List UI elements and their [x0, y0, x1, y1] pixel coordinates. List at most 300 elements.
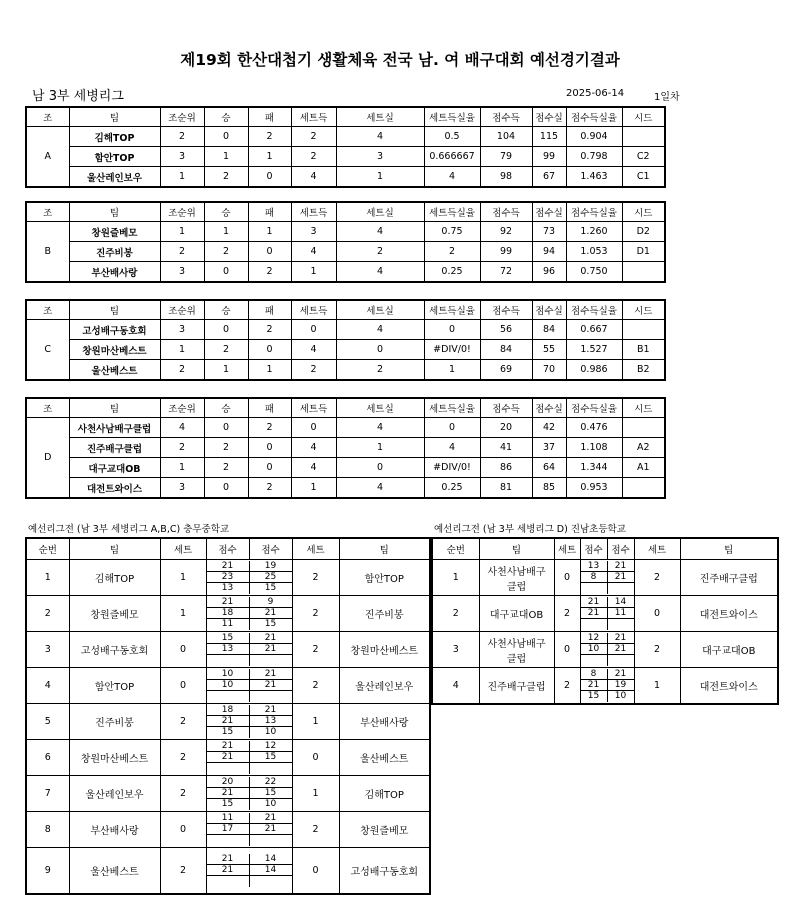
- home-sets: 2: [160, 740, 206, 776]
- team-name: 부산배사랑: [69, 262, 160, 283]
- sets-lost: 2: [336, 242, 424, 262]
- sets-lost: 4: [336, 262, 424, 283]
- home-sets: 2: [160, 776, 206, 812]
- away-score: 15: [249, 619, 292, 630]
- match-number: 8: [26, 812, 69, 848]
- home-score: 8: [581, 669, 607, 680]
- point-ratio: 0.750: [566, 262, 622, 283]
- away-score: 21: [249, 705, 292, 716]
- header-row: [432, 538, 778, 560]
- home-score: 11: [207, 813, 249, 824]
- set-score-line: [581, 583, 634, 594]
- point-ratio: 1.463: [566, 167, 622, 188]
- set-score-line: [581, 669, 634, 680]
- home-score: [207, 835, 249, 846]
- point-ratio: 0.953: [566, 478, 622, 499]
- point-ratio: 1.527: [566, 340, 622, 360]
- home-score: 18: [207, 705, 249, 716]
- away-score: 21: [249, 680, 292, 691]
- home-score: 21: [207, 597, 249, 608]
- match-number: 2: [432, 596, 479, 632]
- set-score-line: [207, 572, 292, 583]
- home-score: 13: [581, 561, 607, 572]
- points-lost: 99: [532, 147, 566, 167]
- set-score-line: [581, 680, 634, 691]
- home-score: 21: [207, 561, 249, 572]
- match-number: 3: [432, 632, 479, 668]
- set-scores: [206, 740, 292, 776]
- header-row: [26, 398, 665, 418]
- away-score: 21: [249, 669, 292, 680]
- away-score: 21: [607, 572, 634, 583]
- set-score-line: [207, 583, 292, 594]
- column-header: 패: [248, 202, 291, 222]
- home-score: 15: [221, 727, 234, 737]
- team-name: 대전트와이스: [69, 478, 160, 499]
- away-score: 9: [249, 597, 292, 608]
- home-sets: 0: [160, 632, 206, 668]
- home-team: 진주배구클럽: [479, 668, 554, 704]
- set-score-line: [207, 655, 292, 666]
- away-team: 대구교대OB: [680, 632, 778, 668]
- away-sets: 2: [634, 632, 680, 668]
- column-header: 패: [248, 107, 291, 127]
- home-sets: 0: [554, 560, 580, 596]
- points-won: 99: [480, 242, 532, 262]
- home-sets: 0: [554, 632, 580, 668]
- wins: 0: [204, 478, 248, 499]
- point-ratio: 1.108: [566, 438, 622, 458]
- column-header: 세트득: [291, 202, 336, 222]
- league-subtitle: 남 3부 세병리그: [32, 89, 124, 104]
- column-header: 승: [204, 398, 248, 418]
- match-row: [432, 560, 778, 596]
- match-number: 1: [26, 560, 69, 596]
- team-name: 진주배구클럽: [69, 438, 160, 458]
- column-header: 시드: [622, 107, 665, 127]
- away-score: 21: [249, 824, 292, 835]
- home-team: 김해TOP: [69, 560, 160, 596]
- away-score: 13: [249, 716, 292, 727]
- table-row: [26, 320, 665, 340]
- set-score-line: [581, 633, 634, 644]
- home-score: 23: [207, 572, 249, 583]
- column-header: 세트득: [291, 398, 336, 418]
- column-header: 시드: [622, 202, 665, 222]
- set-score-line: [207, 788, 292, 799]
- set-ratio: 0.5: [424, 127, 480, 147]
- set-scores: [206, 704, 292, 740]
- set-ratio: 0.25: [424, 262, 480, 283]
- header-row: [26, 538, 430, 560]
- table-row: [26, 478, 665, 499]
- home-team: 창원마산베스트: [69, 740, 160, 776]
- point-ratio: 0.476: [566, 418, 622, 438]
- column-header: 조: [26, 398, 69, 418]
- seed: A1: [622, 458, 665, 478]
- home-score: 21: [207, 752, 249, 763]
- points-won: 104: [480, 127, 532, 147]
- sets-lost: 0: [336, 458, 424, 478]
- away-score: [249, 763, 292, 774]
- home-team: 대구교대OB: [479, 596, 554, 632]
- column-header: 점수득실율: [566, 202, 622, 222]
- away-score: 21: [249, 608, 292, 619]
- rank: 1: [160, 167, 204, 188]
- set-score-line: [207, 854, 292, 865]
- column-header: 팀: [680, 538, 778, 560]
- set-score-line: [207, 799, 292, 810]
- set-score-line: [207, 824, 292, 835]
- sets-won: 4: [291, 458, 336, 478]
- away-sets: 1: [292, 704, 339, 740]
- point-ratio: 1.344: [566, 458, 622, 478]
- sets-won: 1: [291, 262, 336, 283]
- match-table: [431, 537, 779, 705]
- set-score-line: [207, 763, 292, 774]
- set-score-line: [207, 777, 292, 788]
- match-row: [26, 812, 430, 848]
- home-score: 11: [221, 619, 234, 629]
- set-score-line: [207, 608, 292, 619]
- column-header: 승: [204, 202, 248, 222]
- home-score: 13: [207, 644, 249, 655]
- away-team: 김해TOP: [339, 776, 430, 812]
- right-caption: 예선리그전 (남 3부 세병리그 D) 진남초등학교: [434, 524, 626, 535]
- set-ratio: 0.25: [424, 478, 480, 499]
- column-header: 점수: [607, 538, 634, 560]
- set-scores: [206, 668, 292, 704]
- set-scores: [580, 632, 634, 668]
- column-header: 세트: [160, 538, 206, 560]
- point-ratio: 1.260: [566, 222, 622, 242]
- away-score: 15: [249, 583, 292, 594]
- points-lost: 96: [532, 262, 566, 283]
- sets-lost: 0: [336, 340, 424, 360]
- match-row: [26, 776, 430, 812]
- losses: 1: [248, 222, 291, 242]
- losses: 0: [248, 242, 291, 262]
- home-score: 13: [221, 583, 234, 593]
- home-score: 15: [221, 799, 234, 809]
- set-score-line: [581, 597, 634, 608]
- match-number: 5: [26, 704, 69, 740]
- away-sets: 2: [634, 560, 680, 596]
- home-score: 10: [581, 644, 607, 655]
- away-sets: 2: [292, 632, 339, 668]
- sets-won: 0: [291, 320, 336, 340]
- group-table-b: [25, 201, 666, 283]
- home-score: 21: [207, 741, 249, 752]
- column-header: 점수득: [480, 107, 532, 127]
- points-won: 86: [480, 458, 532, 478]
- set-score-line: [207, 865, 292, 876]
- seed: C2: [622, 147, 665, 167]
- rank: 4: [160, 418, 204, 438]
- column-header: 조: [26, 300, 69, 320]
- set-ratio: 0: [424, 320, 480, 340]
- set-score-line: [207, 644, 292, 655]
- points-won: 84: [480, 340, 532, 360]
- home-score: 21: [581, 608, 607, 619]
- away-score: 21: [607, 561, 634, 572]
- group-name: D: [26, 418, 69, 499]
- column-header: 세트득: [291, 300, 336, 320]
- column-header: 세트득: [291, 107, 336, 127]
- header-row: [26, 202, 665, 222]
- sets-won: 4: [291, 438, 336, 458]
- match-row: [26, 632, 430, 668]
- match-row: [26, 560, 430, 596]
- column-header: 조: [26, 202, 69, 222]
- team-name: 진주비봉: [69, 242, 160, 262]
- set-ratio: 4: [424, 438, 480, 458]
- column-header: 패: [248, 300, 291, 320]
- points-won: 20: [480, 418, 532, 438]
- table-row: [26, 340, 665, 360]
- home-score: [581, 583, 607, 594]
- set-ratio: 4: [424, 167, 480, 188]
- away-sets: 2: [292, 560, 339, 596]
- match-number: 4: [432, 668, 479, 704]
- column-header: 팀: [69, 538, 160, 560]
- set-score-line: [207, 669, 292, 680]
- rank: 2: [160, 242, 204, 262]
- wins: 0: [204, 262, 248, 283]
- column-header: 세트: [634, 538, 680, 560]
- losses: 2: [248, 320, 291, 340]
- set-score-line: [207, 727, 292, 738]
- away-team: 울산레인보우: [339, 668, 430, 704]
- set-score-line: [207, 597, 292, 608]
- match-number: 1: [432, 560, 479, 596]
- home-sets: 1: [160, 596, 206, 632]
- away-team: 부산배사랑: [339, 704, 430, 740]
- column-header: 점수득실율: [566, 107, 622, 127]
- home-score: 8: [581, 572, 607, 583]
- away-team: 대전트와이스: [680, 668, 778, 704]
- away-team: 진주배구클럽: [680, 560, 778, 596]
- wins: 2: [204, 438, 248, 458]
- away-score: [607, 583, 634, 594]
- set-ratio: 0.75: [424, 222, 480, 242]
- home-score: [207, 655, 249, 666]
- group-table-c: [25, 299, 666, 381]
- team-name: 대구교대OB: [69, 458, 160, 478]
- set-score-line: [581, 608, 634, 619]
- away-score: 21: [607, 644, 634, 655]
- match-number: 4: [26, 668, 69, 704]
- column-header: 시드: [622, 398, 665, 418]
- sets-lost: 2: [336, 360, 424, 381]
- column-header: 패: [248, 398, 291, 418]
- home-score: 21: [207, 854, 249, 865]
- rank: 2: [160, 360, 204, 381]
- rank: 3: [160, 147, 204, 167]
- home-score: [581, 619, 607, 630]
- away-team: 울산베스트: [339, 740, 430, 776]
- match-row: [26, 668, 430, 704]
- table-row: [26, 127, 665, 147]
- column-header: 점수득실율: [566, 398, 622, 418]
- losses: 2: [248, 478, 291, 499]
- table-row: [26, 222, 665, 242]
- team-name: 사천사남배구클럽: [69, 418, 160, 438]
- set-scores: [580, 596, 634, 632]
- column-header: 세트실: [336, 202, 424, 222]
- away-score: [249, 655, 292, 666]
- sets-won: 0: [291, 418, 336, 438]
- away-score: 14: [249, 865, 292, 876]
- match-row: [26, 596, 430, 632]
- set-score-line: [207, 741, 292, 752]
- losses: 0: [248, 167, 291, 188]
- table-row: [26, 262, 665, 283]
- left-caption: 예선리그전 (남 3부 세병리그 A,B,C) 충무중학교: [28, 524, 230, 535]
- losses: 2: [248, 127, 291, 147]
- set-score-line: [581, 691, 634, 702]
- column-header: 세트득실율: [424, 107, 480, 127]
- group-table-d: [25, 397, 666, 499]
- set-score-line: [207, 752, 292, 763]
- match-table: [25, 537, 431, 895]
- set-score-line: [581, 561, 634, 572]
- away-score: 21: [249, 813, 292, 824]
- match-row: [26, 740, 430, 776]
- home-score: [207, 763, 249, 774]
- column-header: 세트실: [336, 107, 424, 127]
- group-name: C: [26, 320, 69, 381]
- set-score-line: [207, 691, 292, 702]
- points-won: 98: [480, 167, 532, 188]
- wins: 2: [204, 458, 248, 478]
- set-score-line: [207, 619, 292, 630]
- match-number: 9: [26, 848, 69, 894]
- away-score: 25: [249, 572, 292, 583]
- seed: B2: [622, 360, 665, 381]
- group-table-a: [25, 106, 666, 188]
- away-score: 10: [249, 799, 292, 810]
- away-score: 14: [249, 854, 292, 865]
- away-score: 19: [249, 561, 292, 572]
- point-ratio: 0.798: [566, 147, 622, 167]
- points-lost: 55: [532, 340, 566, 360]
- home-score: 10: [207, 680, 249, 691]
- away-score: 15: [249, 752, 292, 763]
- wins: 0: [204, 320, 248, 340]
- home-score: 18: [207, 608, 249, 619]
- set-ratio: #DIV/0!: [424, 458, 480, 478]
- seed: [622, 320, 665, 340]
- losses: 2: [248, 262, 291, 283]
- set-ratio: 1: [424, 360, 480, 381]
- wins: 0: [204, 418, 248, 438]
- home-score: 17: [207, 824, 249, 835]
- column-header: 점수득: [480, 398, 532, 418]
- seed: B1: [622, 340, 665, 360]
- match-number: 6: [26, 740, 69, 776]
- home-score: 21: [207, 788, 249, 799]
- home-sets: 2: [554, 668, 580, 704]
- column-header: 세트: [554, 538, 580, 560]
- column-header: 조순위: [160, 107, 204, 127]
- match-row: [432, 632, 778, 668]
- column-header: 승: [204, 300, 248, 320]
- column-header: 세트: [292, 538, 339, 560]
- home-sets: 2: [160, 704, 206, 740]
- points-lost: 85: [532, 478, 566, 499]
- home-score: 21: [207, 865, 249, 876]
- column-header: 점수: [580, 538, 607, 560]
- team-name: 함안TOP: [69, 147, 160, 167]
- set-score-line: [207, 876, 292, 887]
- sets-won: 4: [291, 242, 336, 262]
- set-ratio: #DIV/0!: [424, 340, 480, 360]
- points-won: 56: [480, 320, 532, 340]
- column-header: 점수: [249, 538, 292, 560]
- wins: 2: [204, 167, 248, 188]
- away-score: 22: [249, 777, 292, 788]
- set-scores: [206, 560, 292, 596]
- away-score: [607, 619, 634, 630]
- group-name: B: [26, 222, 69, 283]
- table-row: [26, 242, 665, 262]
- home-team: 사천사남배구 클럽: [479, 560, 554, 596]
- team-name: 고성배구동호회: [69, 320, 160, 340]
- column-header: 조: [26, 107, 69, 127]
- header-row: [26, 300, 665, 320]
- seed: [622, 262, 665, 283]
- away-score: 10: [249, 727, 292, 738]
- away-sets: 0: [292, 740, 339, 776]
- set-score-line: [207, 835, 292, 846]
- away-team: 창원마산베스트: [339, 632, 430, 668]
- home-team: 사천사남배구 클럽: [479, 632, 554, 668]
- home-sets: 0: [160, 668, 206, 704]
- sets-lost: 4: [336, 127, 424, 147]
- set-scores: [206, 848, 292, 894]
- sets-lost: 4: [336, 418, 424, 438]
- table-row: [26, 167, 665, 188]
- seed: D1: [622, 242, 665, 262]
- seed: [622, 418, 665, 438]
- away-score: 19: [607, 680, 634, 691]
- seed: D2: [622, 222, 665, 242]
- team-name: 울산베스트: [69, 360, 160, 381]
- team-name: 창원마산베스트: [69, 340, 160, 360]
- sets-lost: 4: [336, 222, 424, 242]
- losses: 1: [248, 360, 291, 381]
- rank: 1: [160, 222, 204, 242]
- team-name: 김해TOP: [69, 127, 160, 147]
- points-lost: 73: [532, 222, 566, 242]
- team-name: 창원즐베모: [69, 222, 160, 242]
- rank: 1: [160, 340, 204, 360]
- wins: 1: [204, 360, 248, 381]
- sets-lost: 1: [336, 167, 424, 188]
- home-team: 울산레인보우: [69, 776, 160, 812]
- set-score-line: [581, 655, 634, 666]
- column-header: 승: [204, 107, 248, 127]
- away-score: [249, 835, 292, 846]
- column-header: 점수: [206, 538, 249, 560]
- wins: 1: [204, 222, 248, 242]
- team-name: 울산레인보우: [69, 167, 160, 188]
- set-score-line: [207, 561, 292, 572]
- home-score: 15: [587, 690, 600, 701]
- points-won: 79: [480, 147, 532, 167]
- column-header: 세트득실율: [424, 398, 480, 418]
